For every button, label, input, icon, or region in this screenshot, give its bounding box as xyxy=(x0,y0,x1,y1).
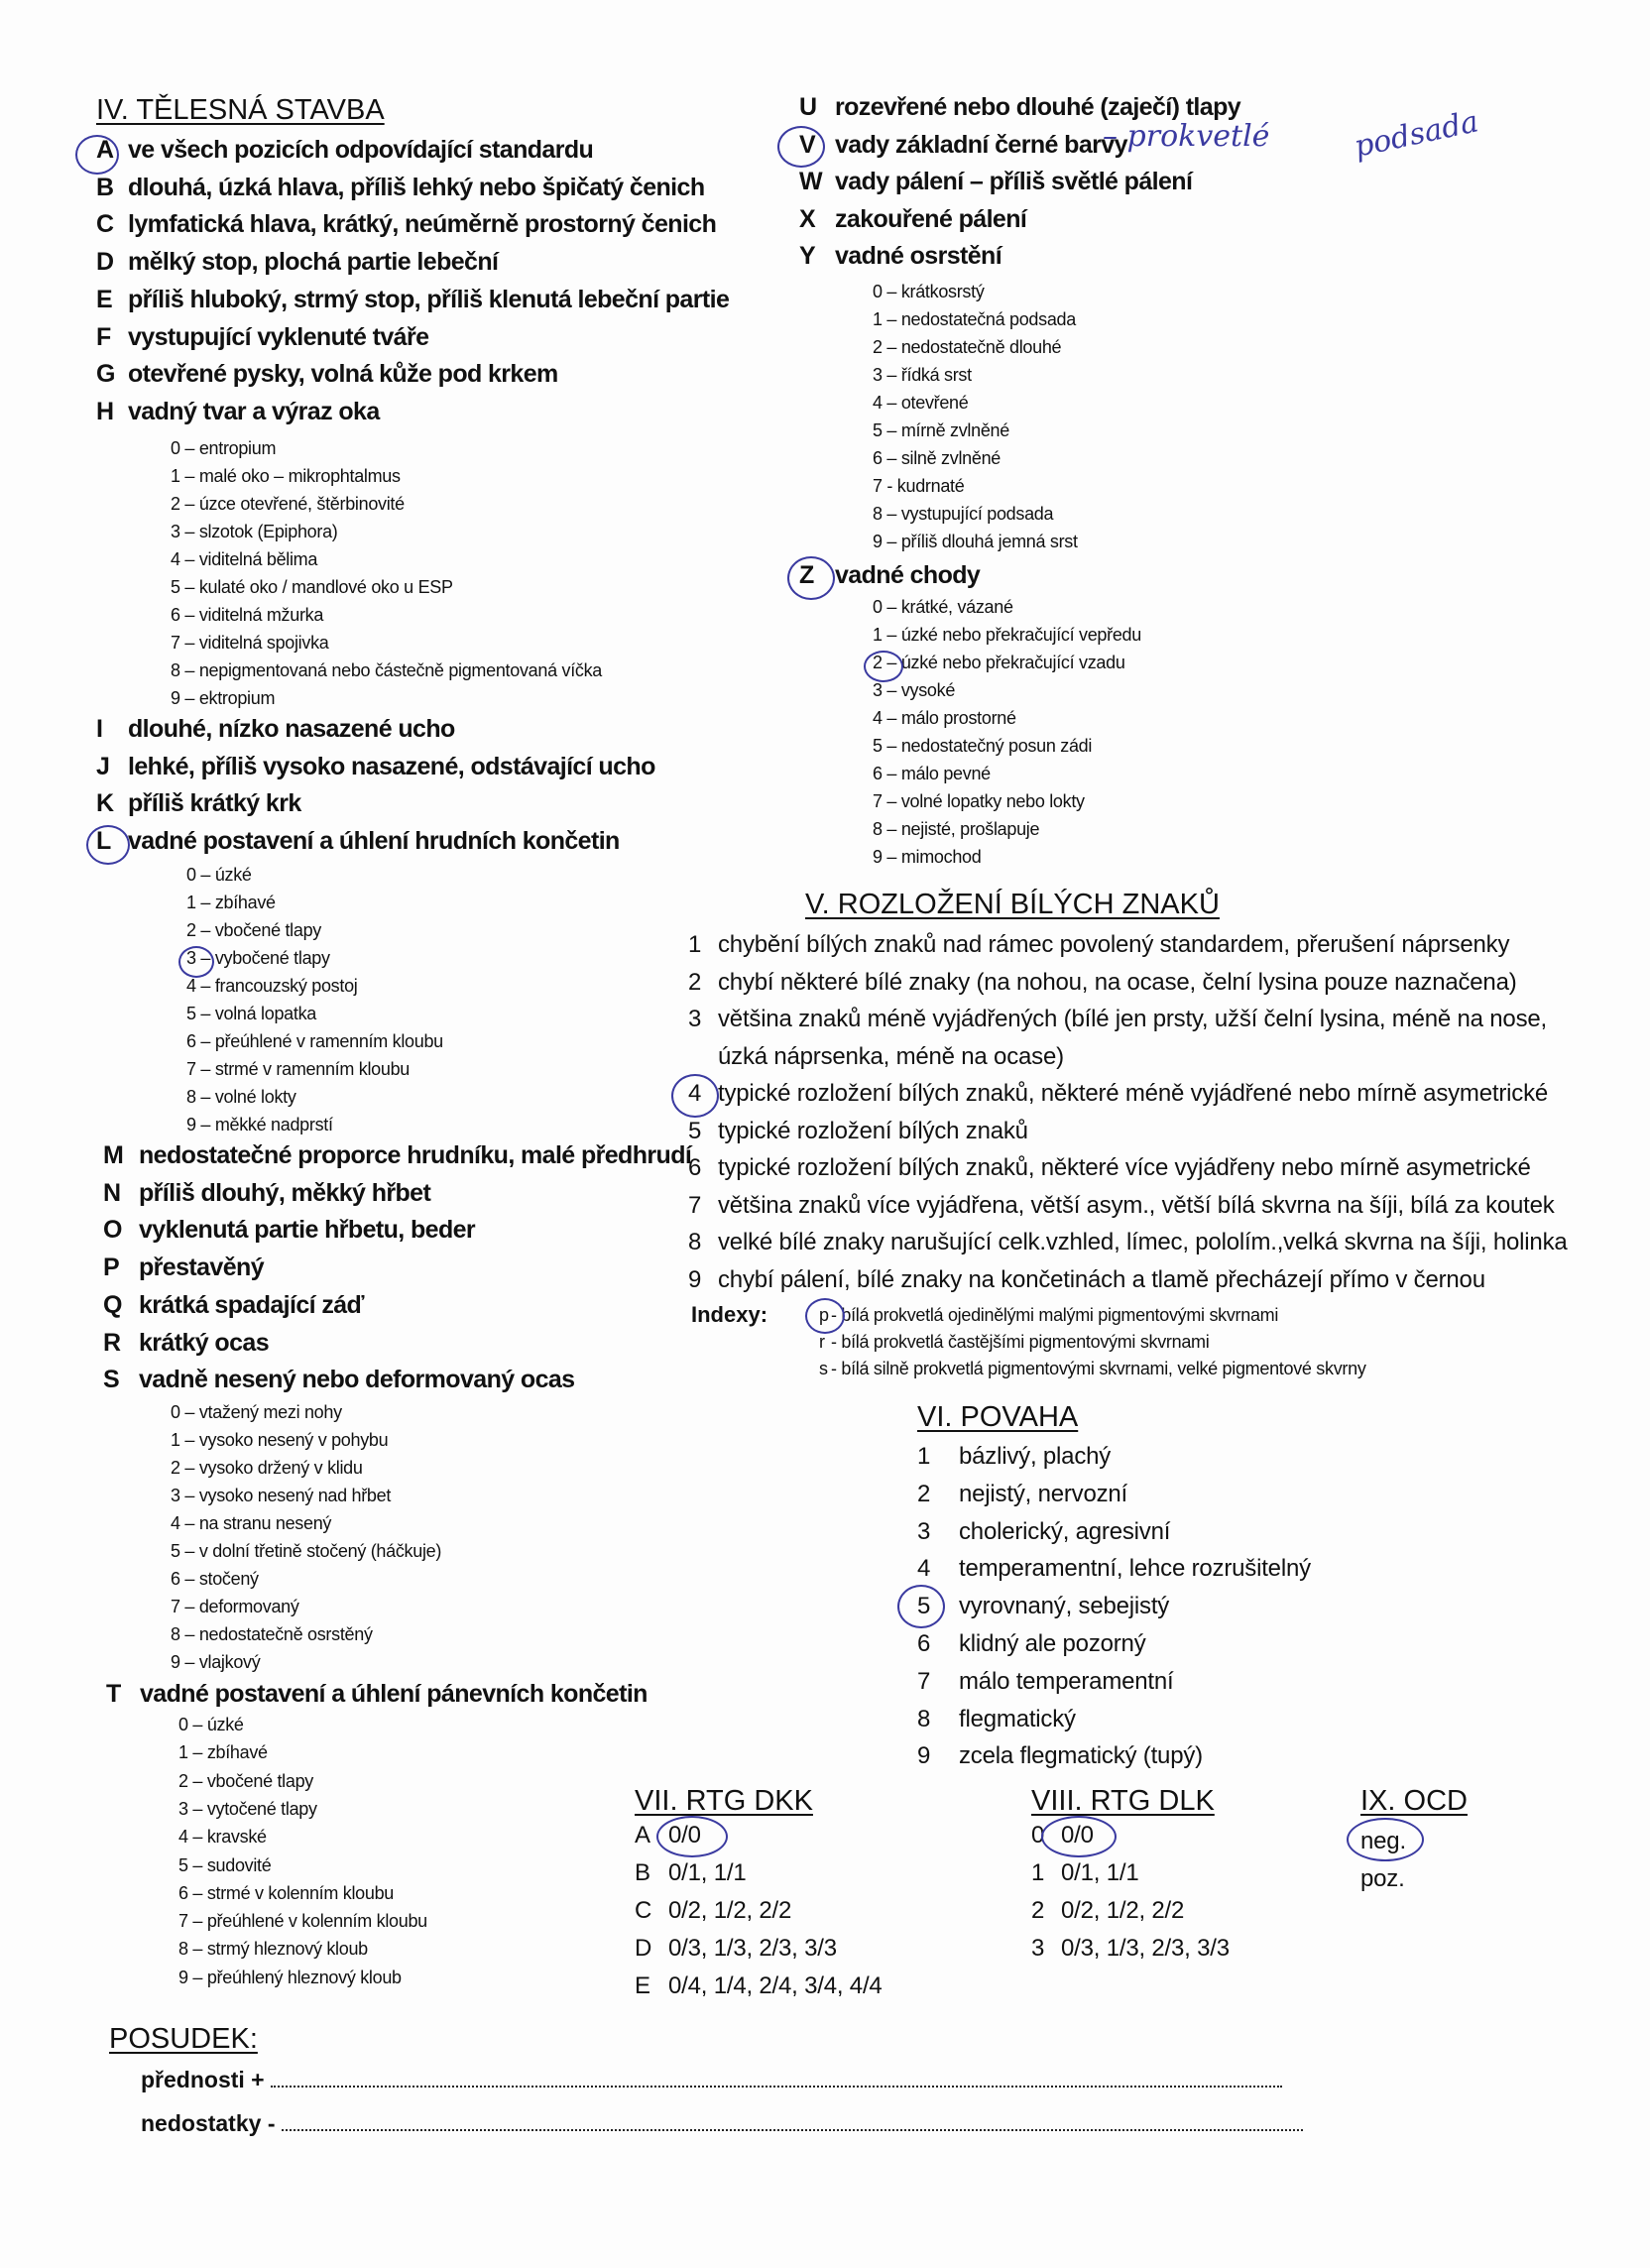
vii-item-key: D xyxy=(635,1935,652,1962)
iv-item xyxy=(103,1141,691,1170)
h-subitem: 0 – entropium xyxy=(171,438,277,458)
z-subitem: 5 – nedostatečný posun zádi xyxy=(873,736,1093,756)
circle-mark-v4 xyxy=(671,1074,719,1118)
viii-item-key: 1 xyxy=(1031,1859,1045,1886)
iv-right-item-key: U xyxy=(799,93,817,121)
iv-item-key: C xyxy=(96,210,114,239)
t-subitem: 4 – kravské xyxy=(178,1827,267,1848)
vii-item-key: C xyxy=(635,1897,652,1924)
iv-item-text: vadný tvar a výraz oka xyxy=(128,397,380,425)
t-subitem: 0 – úzké xyxy=(178,1715,244,1734)
iv-item xyxy=(103,1291,364,1320)
v-item-key: 2 xyxy=(688,968,702,996)
iv-item-text: příliš hluboký, strmý stop, příliš klenutá lebeční partie xyxy=(128,285,730,313)
iv-item-key: J xyxy=(96,752,110,780)
iv-item xyxy=(103,1179,430,1208)
iv-item-key: N xyxy=(103,1178,121,1207)
t-subitem: 5 – sudovité xyxy=(178,1854,272,1875)
circle-mark-a xyxy=(75,135,119,175)
iv-item xyxy=(103,1366,574,1394)
iv-item xyxy=(96,136,593,165)
iv-right-item-text: vady základní černé barvy xyxy=(835,130,1127,159)
viii-item-text: 0/2, 1/2, 2/2 xyxy=(1061,1897,1185,1924)
vi-item-text: temperamentní, lehce rozrušitelný xyxy=(959,1555,1311,1583)
vi-item-text: cholerický, agresivní xyxy=(959,1517,1171,1545)
iv-item-text: dlouhá, úzká hlava, příliš lehký nebo špičatý čenich xyxy=(128,173,705,201)
v-item-key: 1 xyxy=(688,931,702,958)
section-ix-title: IX. OCD xyxy=(1360,1785,1468,1817)
l-subitem: 1 – zbíhavé xyxy=(186,893,276,912)
z-subitem: 4 – málo prostorné xyxy=(873,708,1016,728)
index-item-text: - bílá silně prokvetlá pigmentovými skvrnami, velké pigmentové skvrny xyxy=(831,1359,1366,1378)
vi-item-text: flegmatický xyxy=(959,1705,1076,1732)
iv-item xyxy=(96,398,380,426)
vi-item-text: málo temperamentní xyxy=(959,1667,1174,1695)
iv-item xyxy=(96,323,428,352)
iv-item-key: E xyxy=(96,285,113,313)
iv-item-text: krátký ocas xyxy=(139,1328,269,1357)
iv-item-key: O xyxy=(103,1216,122,1245)
vi-item-key: 5 xyxy=(917,1593,931,1620)
iv-item xyxy=(96,715,455,744)
iv-right-item-key: W xyxy=(799,168,822,195)
h-subitem: 3 – slzotok (Epiphora) xyxy=(171,522,338,541)
viii-item-text: 0/0 xyxy=(1061,1822,1094,1849)
viii-item xyxy=(1031,1859,1138,1887)
l-subitem: 5 – volná lopatka xyxy=(186,1004,316,1023)
s-subitem: 1 – vysoko nesený v pohybu xyxy=(171,1430,389,1450)
nedostatky-field[interactable] xyxy=(282,2129,1303,2131)
iv-item-key: A xyxy=(96,136,114,164)
index-item-text: - bílá prokvetlá ojedinělými malými pigmentovými skvrnami xyxy=(831,1305,1279,1325)
t-subitem: 3 – vytočené tlapy xyxy=(178,1798,317,1819)
viii-item xyxy=(1031,1897,1184,1925)
index-item-key: r xyxy=(819,1332,825,1352)
iv-item-text: příliš krátký krk xyxy=(128,789,301,817)
prednosti-label: přednosti + xyxy=(141,2067,265,2092)
vi-item xyxy=(917,1518,1170,1546)
v-item xyxy=(688,1043,1064,1071)
l-subitem: 6 – přeúhlené v ramenním kloubu xyxy=(186,1031,443,1051)
vii-item-text: 0/4, 1/4, 2/4, 3/4, 4/4 xyxy=(668,1972,883,1999)
handwritten-note-podsada: podsada xyxy=(1351,104,1482,165)
vii-item-text: 0/2, 1/2, 2/2 xyxy=(668,1897,792,1924)
h-subitem: 1 – malé oko – mikrophtalmus xyxy=(171,466,401,486)
vi-item-text: bázlivý, plachý xyxy=(959,1443,1112,1470)
vi-item-text: nejistý, nervozní xyxy=(959,1480,1128,1507)
v-item-text: velké bílé znaky narušující celk.vzhled, límec, pololím.,velká skvrna na šíji, holinka xyxy=(718,1229,1568,1255)
iv-right-item-text: vady pálení – příliš světlé pálení xyxy=(835,168,1193,195)
iv-right-item-text: vadné osrstění xyxy=(835,242,1002,270)
s-subitem: 8 – nedostatečně osrstěný xyxy=(171,1624,373,1644)
circle-mark-vii-a xyxy=(656,1816,728,1857)
iv-item-key: M xyxy=(103,1141,124,1169)
iv-right-item-key: Y xyxy=(799,242,816,270)
iv-item-key: D xyxy=(96,248,114,277)
indexy-label: Indexy: xyxy=(691,1302,768,1327)
nedostatky-label: nedostatky - xyxy=(141,2110,276,2136)
vi-item xyxy=(917,1668,1174,1696)
posudek-title: POSUDEK: xyxy=(109,2023,258,2055)
index-item-key: s xyxy=(819,1359,828,1378)
index-item xyxy=(819,1332,1209,1353)
index-item-text: - bílá prokvetlá častějšími pigmentovými skvrnami xyxy=(831,1332,1210,1352)
section-vi-title: VI. POVAHA xyxy=(917,1401,1079,1433)
iv-item-text: vystupující vyklenuté tváře xyxy=(128,322,429,351)
vi-item-key: 8 xyxy=(917,1705,931,1732)
v-item xyxy=(688,1080,1548,1108)
iv-item-text: přestavěný xyxy=(139,1253,265,1282)
viii-item xyxy=(1031,1935,1230,1963)
v-item-text: chybí některé bílé znaky (na nohou, na ocase, čelní lysina pouze naznačena) xyxy=(718,968,1517,996)
vi-item xyxy=(917,1630,1146,1658)
iv-item xyxy=(106,1680,648,1709)
viii-item-text: 0/3, 1/3, 2/3, 3/3 xyxy=(1061,1935,1230,1962)
s-subitem: 7 – deformovaný xyxy=(171,1597,299,1616)
s-subitem: 5 – v dolní třetině stočený (háčkuje) xyxy=(171,1541,442,1561)
vii-item-key: A xyxy=(635,1822,650,1849)
vi-item-key: 3 xyxy=(917,1517,931,1545)
iv-right-item-text: zakouřené pálení xyxy=(835,204,1027,233)
iv-item-key: F xyxy=(96,322,111,351)
vii-item-text: 0/1, 1/1 xyxy=(668,1859,747,1886)
v-item xyxy=(688,1192,1555,1220)
iv-item-key: R xyxy=(103,1328,121,1357)
l-subitem: 2 – vbočené tlapy xyxy=(186,920,321,940)
iv-item-text: lymfatická hlava, krátký, neúměrně prostorný čenich xyxy=(128,210,717,239)
v-item-text: typické rozložení bílých znaků xyxy=(718,1117,1028,1144)
h-subitem: 4 – viditelná bělima xyxy=(171,549,318,569)
h-subitem: 7 – viditelná spojivka xyxy=(171,633,329,653)
vii-item-text: 0/0 xyxy=(668,1822,701,1849)
iv-item-key: H xyxy=(96,397,114,425)
iv-right-item-text: rozevřené nebo dlouhé (zaječí) tlapy xyxy=(835,93,1241,121)
iv-right-item-key: V xyxy=(799,130,816,159)
iv-item-text: ve všech pozicích odpovídající standardu xyxy=(128,136,594,164)
l-subitem: 3 – vybočené tlapy xyxy=(186,948,330,968)
vi-item xyxy=(917,1481,1127,1508)
vi-item-key: 2 xyxy=(917,1480,931,1507)
s-subitem: 9 – vlajkový xyxy=(171,1652,261,1672)
iv-item xyxy=(103,1253,264,1282)
vi-item xyxy=(917,1555,1311,1583)
s-subitem: 2 – vysoko držený v klidu xyxy=(171,1458,363,1478)
v-item-key: 9 xyxy=(688,1265,702,1293)
vi-item-text: vyrovnaný, sebejistý xyxy=(959,1593,1170,1620)
iv-item-text: otevřené pysky, volná kůže pod krkem xyxy=(128,360,558,389)
vi-item-key: 6 xyxy=(917,1630,931,1657)
iv-item-text: vadně nesený nebo deformovaný ocas xyxy=(139,1366,575,1394)
iv-right-item-key: Z xyxy=(799,561,814,589)
iv-item xyxy=(96,248,498,277)
nedostatky-row xyxy=(141,2110,1303,2137)
vii-item xyxy=(635,1935,837,1963)
v-item xyxy=(688,1229,1568,1256)
vii-item-text: 0/3, 1/3, 2/3, 3/3 xyxy=(668,1935,837,1962)
circle-mark-index-p xyxy=(805,1298,845,1334)
y-subitem: 6 – silně zvlněné xyxy=(873,448,1001,468)
l-subitem: 4 – francouzský postoj xyxy=(186,976,358,996)
t-subitem: 7 – přeúhlené v kolenním kloubu xyxy=(178,1911,427,1932)
v-item-text: většina znaků méně vyjádřených (bílé jen prsty, užší čelní lysina, méně na nose, xyxy=(718,1006,1547,1032)
iv-item-text: příliš dlouhý, měkký hřbet xyxy=(139,1178,431,1207)
iv-item xyxy=(96,827,620,856)
v-item-text: typické rozložení bílých znaků, některé více vyjádřeny nebo mírně asymetrické xyxy=(718,1154,1531,1181)
v-item-key: 7 xyxy=(688,1191,702,1219)
y-subitem: 5 – mírně zvlněné xyxy=(873,420,1009,440)
viii-item-key: 0 xyxy=(1031,1822,1045,1849)
viii-item-text: 0/1, 1/1 xyxy=(1061,1859,1139,1886)
v-item-key: 8 xyxy=(688,1229,702,1255)
t-subitem: 6 – strmé v kolenním kloubu xyxy=(178,1882,395,1903)
v-item-key: 4 xyxy=(688,1080,702,1107)
iv-item-key: T xyxy=(106,1680,121,1708)
v-item xyxy=(688,969,1517,997)
y-subitem: 2 – nedostatečně dlouhé xyxy=(873,337,1062,357)
vii-item xyxy=(635,1972,883,2000)
v-item xyxy=(688,1154,1531,1182)
s-subitem: 4 – na stranu nesený xyxy=(171,1513,332,1533)
s-subitem: 0 – vtažený mezi nohy xyxy=(171,1402,342,1422)
t-subitem: 9 – přeúhlený hleznový kloub xyxy=(178,1967,402,1987)
l-subitem: 0 – úzké xyxy=(186,865,252,885)
iv-right-item xyxy=(799,131,1127,160)
iv-item-key: B xyxy=(96,173,114,201)
h-subitem: 5 – kulaté oko / mandlové oko u ESP xyxy=(171,577,453,597)
y-subitem: 8 – vystupující podsada xyxy=(873,504,1054,524)
circle-mark-l xyxy=(86,825,130,865)
iv-item-key: G xyxy=(96,360,115,389)
iv-item-text: nedostatečné proporce hrudníku, malé předhrudí xyxy=(139,1141,692,1169)
z-subitem: 7 – volné lopatky nebo lokty xyxy=(873,791,1085,811)
s-subitem: 6 – stočený xyxy=(171,1569,259,1589)
v-item-key: 5 xyxy=(688,1117,702,1144)
v-item-text: chybění bílých znaků nad rámec povolený standardem, přerušení náprsenky xyxy=(718,931,1510,958)
iv-right-item-key: X xyxy=(799,204,816,233)
vi-item-key: 4 xyxy=(917,1555,931,1583)
iv-item xyxy=(103,1329,269,1358)
iv-item-key: K xyxy=(96,789,114,817)
iv-item xyxy=(103,1216,475,1245)
iv-item-text: dlouhé, nízko nasazené ucho xyxy=(128,715,455,743)
iv-item-text: lehké, příliš vysoko nasazené, odstávající ucho xyxy=(128,752,655,780)
prednosti-field[interactable] xyxy=(271,2086,1282,2088)
circle-mark-vi5 xyxy=(897,1585,945,1628)
vi-item xyxy=(917,1742,1203,1770)
vii-item-key: E xyxy=(635,1972,650,1999)
index-item xyxy=(819,1305,1278,1326)
iv-item xyxy=(96,360,558,389)
z-subitem: 9 – mimochod xyxy=(873,847,982,867)
vi-item-text: klidný ale pozorný xyxy=(959,1630,1146,1657)
iv-item xyxy=(96,210,716,239)
ocd-poz: poz. xyxy=(1360,1865,1405,1892)
iv-item xyxy=(96,174,705,202)
circle-mark-l3 xyxy=(178,946,214,978)
index-item xyxy=(819,1359,1366,1379)
iv-item-text: vyklenutá partie hřbetu, beder xyxy=(139,1216,476,1245)
y-subitem: 9 – příliš dlouhá jemná srst xyxy=(873,532,1078,551)
iv-item-key: P xyxy=(103,1253,120,1282)
section-iv-title: IV. TĚLESNÁ STAVBA xyxy=(96,94,385,126)
iv-item-key: I xyxy=(96,715,103,743)
v-item-key: 3 xyxy=(688,1006,702,1032)
handwritten-note-prokvetle: – prokvetlé xyxy=(1103,119,1270,154)
v-item-text: úzká náprsenka, méně na ocase) xyxy=(718,1042,1064,1070)
y-subitem: 3 – řídká srst xyxy=(873,365,972,385)
z-subitem: 0 – krátké, vázané xyxy=(873,597,1013,617)
iv-item-key: S xyxy=(103,1366,120,1394)
vii-item xyxy=(635,1897,791,1925)
vii-item-key: B xyxy=(635,1859,650,1886)
iv-right-item-text: vadné chody xyxy=(835,561,981,589)
v-item xyxy=(688,931,1509,959)
v-item xyxy=(688,1266,1485,1294)
z-subitem: 6 – málo pevné xyxy=(873,764,991,783)
prednosti-row xyxy=(141,2067,1282,2093)
t-subitem: 1 – zbíhavé xyxy=(178,1742,268,1763)
vi-item-text: zcela flegmatický (tupý) xyxy=(959,1742,1203,1770)
ocd-neg: neg. xyxy=(1360,1828,1406,1854)
v-item xyxy=(688,1118,1028,1145)
vi-item-key: 9 xyxy=(917,1742,931,1770)
z-subitem: 8 – nejisté, prošlapuje xyxy=(873,819,1040,839)
v-item-text: chybí pálení, bílé znaky na končetinách a tlamě přecházejí přímo v černou xyxy=(718,1265,1485,1293)
l-subitem: 7 – strmé v ramenním kloubu xyxy=(186,1059,410,1079)
vi-item-key: 7 xyxy=(917,1667,931,1695)
iv-item-key: Q xyxy=(103,1290,122,1319)
circle-mark-v xyxy=(777,126,825,168)
z-subitem: 2 – úzké nebo překračující vzadu xyxy=(873,653,1125,672)
t-subitem: 2 – vbočené tlapy xyxy=(178,1770,313,1791)
y-subitem: 1 – nedostatečná podsada xyxy=(873,309,1076,329)
iv-item-key: L xyxy=(96,826,111,855)
circle-mark-viii-0 xyxy=(1041,1816,1117,1857)
circle-mark-z xyxy=(787,556,835,600)
z-subitem: 3 – vysoké xyxy=(873,680,956,700)
l-subitem: 9 – měkké nadprstí xyxy=(186,1115,333,1134)
section-v-title: V. ROZLOŽENÍ BÍLÝCH ZNAKŮ xyxy=(805,889,1220,920)
h-subitem: 8 – nepigmentovaná nebo částečně pigmentovaná víčka xyxy=(171,660,603,680)
iv-right-item xyxy=(799,93,1240,122)
h-subitem: 6 – viditelná mžurka xyxy=(171,605,324,625)
iv-right-item xyxy=(799,205,1026,234)
v-item-key: 6 xyxy=(688,1154,702,1181)
v-item-text: většina znaků více vyjádřena, větší asym., větší bílá skvrna na šíji, bílá za koutek xyxy=(718,1191,1555,1219)
h-subitem: 2 – úzce otevřené, štěrbinovité xyxy=(171,494,405,514)
v-item xyxy=(688,1006,1547,1033)
iv-item-text: vadné postavení a úhlení pánevních končetin xyxy=(140,1680,648,1708)
section-viii-title: VIII. RTG DLK xyxy=(1031,1785,1215,1817)
l-subitem: 8 – volné lokty xyxy=(186,1087,296,1107)
vi-item xyxy=(917,1706,1076,1733)
vi-item-key: 1 xyxy=(917,1443,931,1470)
iv-item xyxy=(96,286,729,314)
iv-item-text: vadné postavení a úhlení hrudních končetin xyxy=(128,826,620,855)
iv-item-text: mělký stop, plochá partie lebeční xyxy=(128,248,499,277)
vi-item xyxy=(917,1443,1111,1471)
index-item-key: p xyxy=(819,1305,829,1325)
y-subitem: 7 - kudrnaté xyxy=(873,476,965,496)
z-subitem: 1 – úzké nebo překračující vepředu xyxy=(873,625,1141,645)
circle-mark-z2 xyxy=(864,651,903,682)
viii-item-key: 3 xyxy=(1031,1935,1045,1962)
iv-right-item xyxy=(799,242,1002,271)
t-subitem: 8 – strmý hleznový kloub xyxy=(178,1939,368,1960)
iv-right-item xyxy=(799,168,1192,196)
iv-item xyxy=(96,789,301,818)
section-vii-title: VII. RTG DKK xyxy=(635,1785,813,1817)
y-subitem: 4 – otevřené xyxy=(873,393,969,413)
vi-item xyxy=(917,1593,1169,1620)
circle-mark-ix-neg xyxy=(1347,1818,1424,1861)
iv-item xyxy=(96,753,655,781)
h-subitem: 9 – ektropium xyxy=(171,688,276,708)
v-item-text: typické rozložení bílých znaků, některé méně vyjádřené nebo mírně asymetrické xyxy=(718,1080,1549,1107)
y-subitem: 0 – krátkosrstý xyxy=(873,282,985,301)
iv-item-text: krátká spadající záď xyxy=(139,1290,364,1319)
s-subitem: 3 – vysoko nesený nad hřbet xyxy=(171,1486,392,1505)
viii-item-key: 2 xyxy=(1031,1897,1045,1924)
vii-item xyxy=(635,1859,746,1887)
